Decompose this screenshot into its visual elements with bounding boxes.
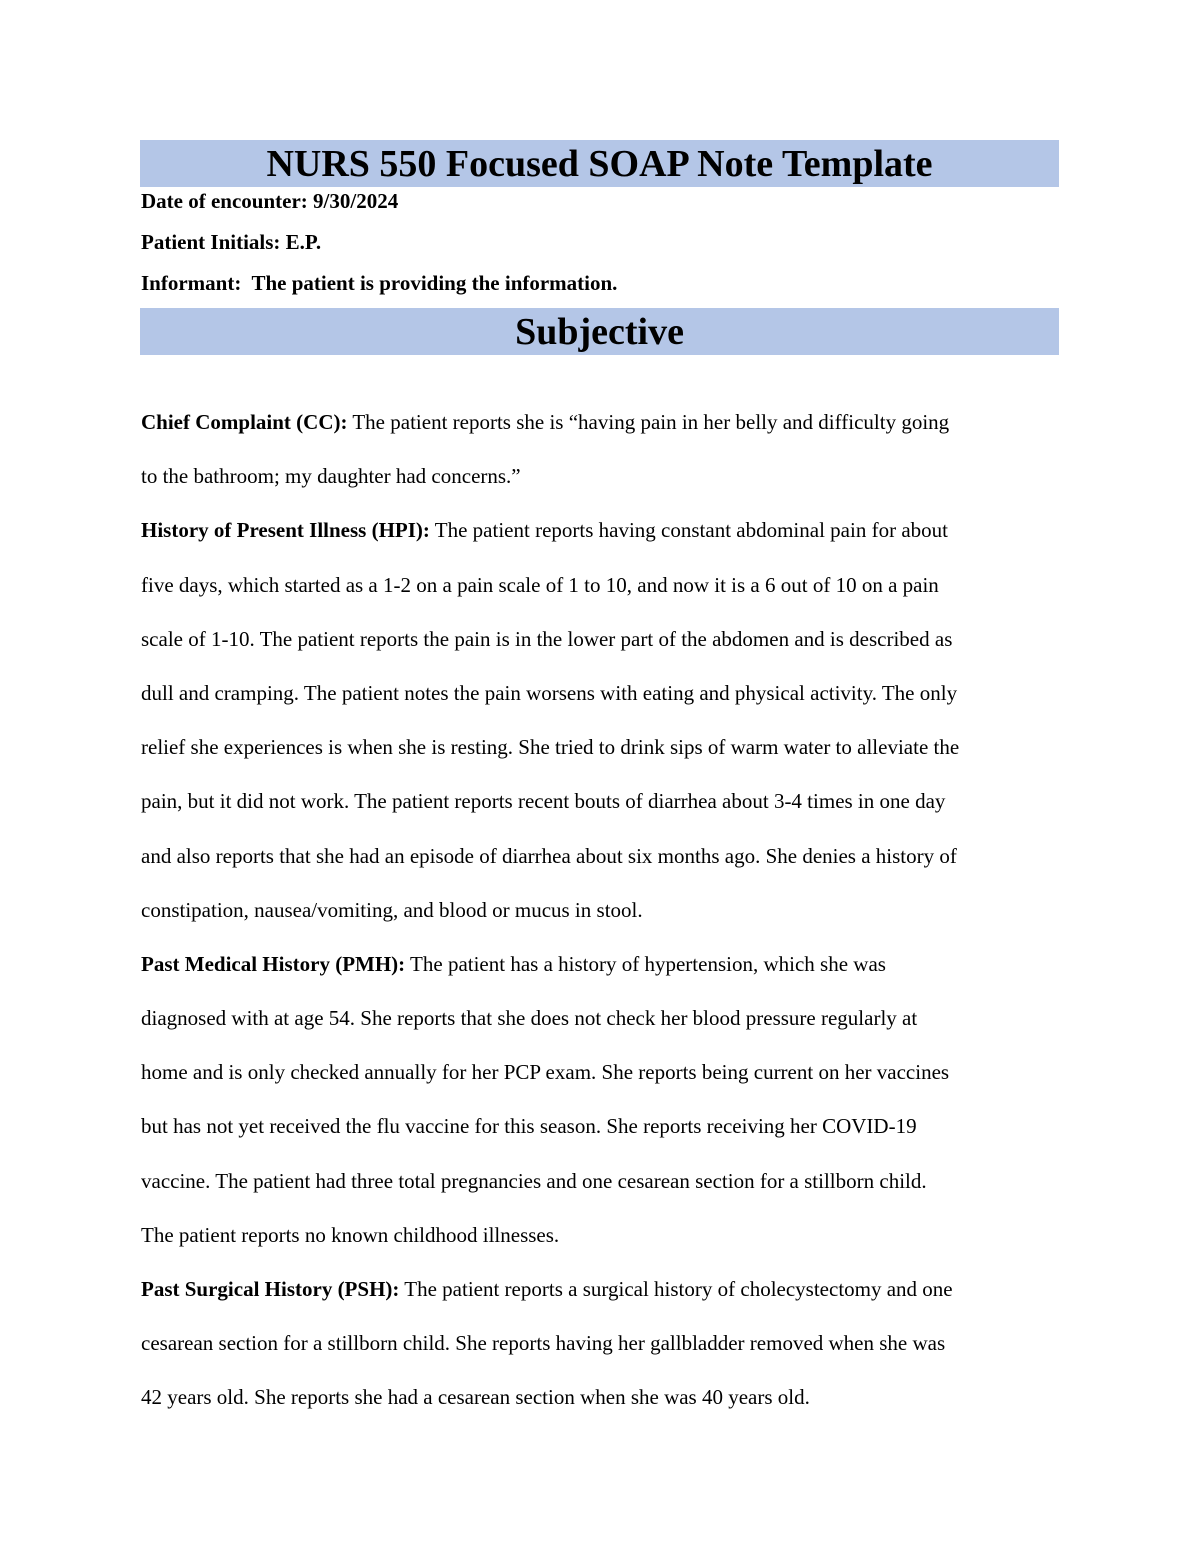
pmh-line: vaccine. The patient had three total pregnancies and one cesarean section for a stillborn child.: [141, 1168, 927, 1193]
pmh-text: The patient has a history of hypertension, which she was: [410, 951, 886, 976]
hpi-line: and also reports that she had an episode of diarrhea about six months ago. She denies a history of: [141, 843, 957, 868]
hpi-text: The patient reports having constant abdominal pain for about: [434, 518, 948, 543]
patient-initials: [141, 230, 321, 255]
hpi-line: pain, but it did not work. The patient reports recent bouts of diarrhea about 3-4 times in one day: [141, 789, 946, 814]
psh-line: [141, 1262, 1061, 1316]
pmh-line: but has not yet received the flu vaccine for this season. She reports receiving her COVID-19: [141, 1114, 917, 1139]
hpi-line: five days, which started as a 1-2 on a pain scale of 1 to 10, and now it is a 6 out of 10 on a pain: [141, 572, 939, 597]
pmh-label: Past Medical History (PMH):: [141, 951, 406, 976]
psh-line: 42 years old. She reports she had a cesarean section when she was 40 years old.: [141, 1385, 810, 1410]
encounter-date-label: Date of encounter:: [141, 189, 308, 213]
psh-text: The patient reports a surgical history of cholecystectomy and one: [404, 1277, 953, 1301]
informant-value: The patient is providing the information.: [251, 271, 618, 295]
chief-complaint-line: [141, 395, 1061, 449]
hpi-line: scale of 1-10. The patient reports the pain is in the lower part of the abdomen and is described as: [141, 626, 953, 651]
informant: [141, 271, 617, 296]
pmh-line: diagnosed with at age 54. She reports that she does not check her blood pressure regularly at: [141, 1006, 918, 1031]
encounter-date-value: 9/30/2024: [313, 189, 399, 213]
hpi-label: History of Present Illness (HPI):: [141, 518, 430, 543]
psh-line: cesarean section for a stillborn child. She reports having her gallbladder removed when she was: [141, 1331, 946, 1356]
encounter-date: [141, 189, 398, 214]
hpi-line: dull and cramping. The patient notes the pain worsens with eating and physical activity. The only: [141, 680, 958, 705]
informant-label: Informant:: [141, 271, 242, 295]
psh-label: Past Surgical History (PSH):: [141, 1277, 400, 1301]
pmh-line: home and is only checked annually for her PCP exam. She reports being current on her vaccines: [141, 1060, 950, 1085]
section-heading-subjective: Subjective: [140, 308, 1059, 355]
document-title: NURS 550 Focused SOAP Note Template: [140, 140, 1059, 187]
chief-complaint-text: The patient reports she is “having pain in her belly and difficulty going: [352, 410, 950, 434]
subjective-body: [141, 395, 1061, 1425]
patient-initials-label: Patient Initials:: [141, 230, 281, 254]
patient-initials-value: E.P.: [285, 230, 322, 254]
chief-complaint-line: to the bathroom; my daughter had concerns.”: [141, 464, 521, 489]
hpi-line: [141, 503, 1061, 557]
pmh-line: [141, 937, 1061, 991]
hpi-line: relief she experiences is when she is resting. She tried to drink sips of warm water to alleviate the: [141, 735, 960, 760]
chief-complaint-label: Chief Complaint (CC):: [141, 410, 348, 434]
hpi-line: constipation, nausea/vomiting, and blood or mucus in stool.: [141, 897, 643, 922]
pmh-line: The patient reports no known childhood illnesses.: [141, 1222, 560, 1247]
